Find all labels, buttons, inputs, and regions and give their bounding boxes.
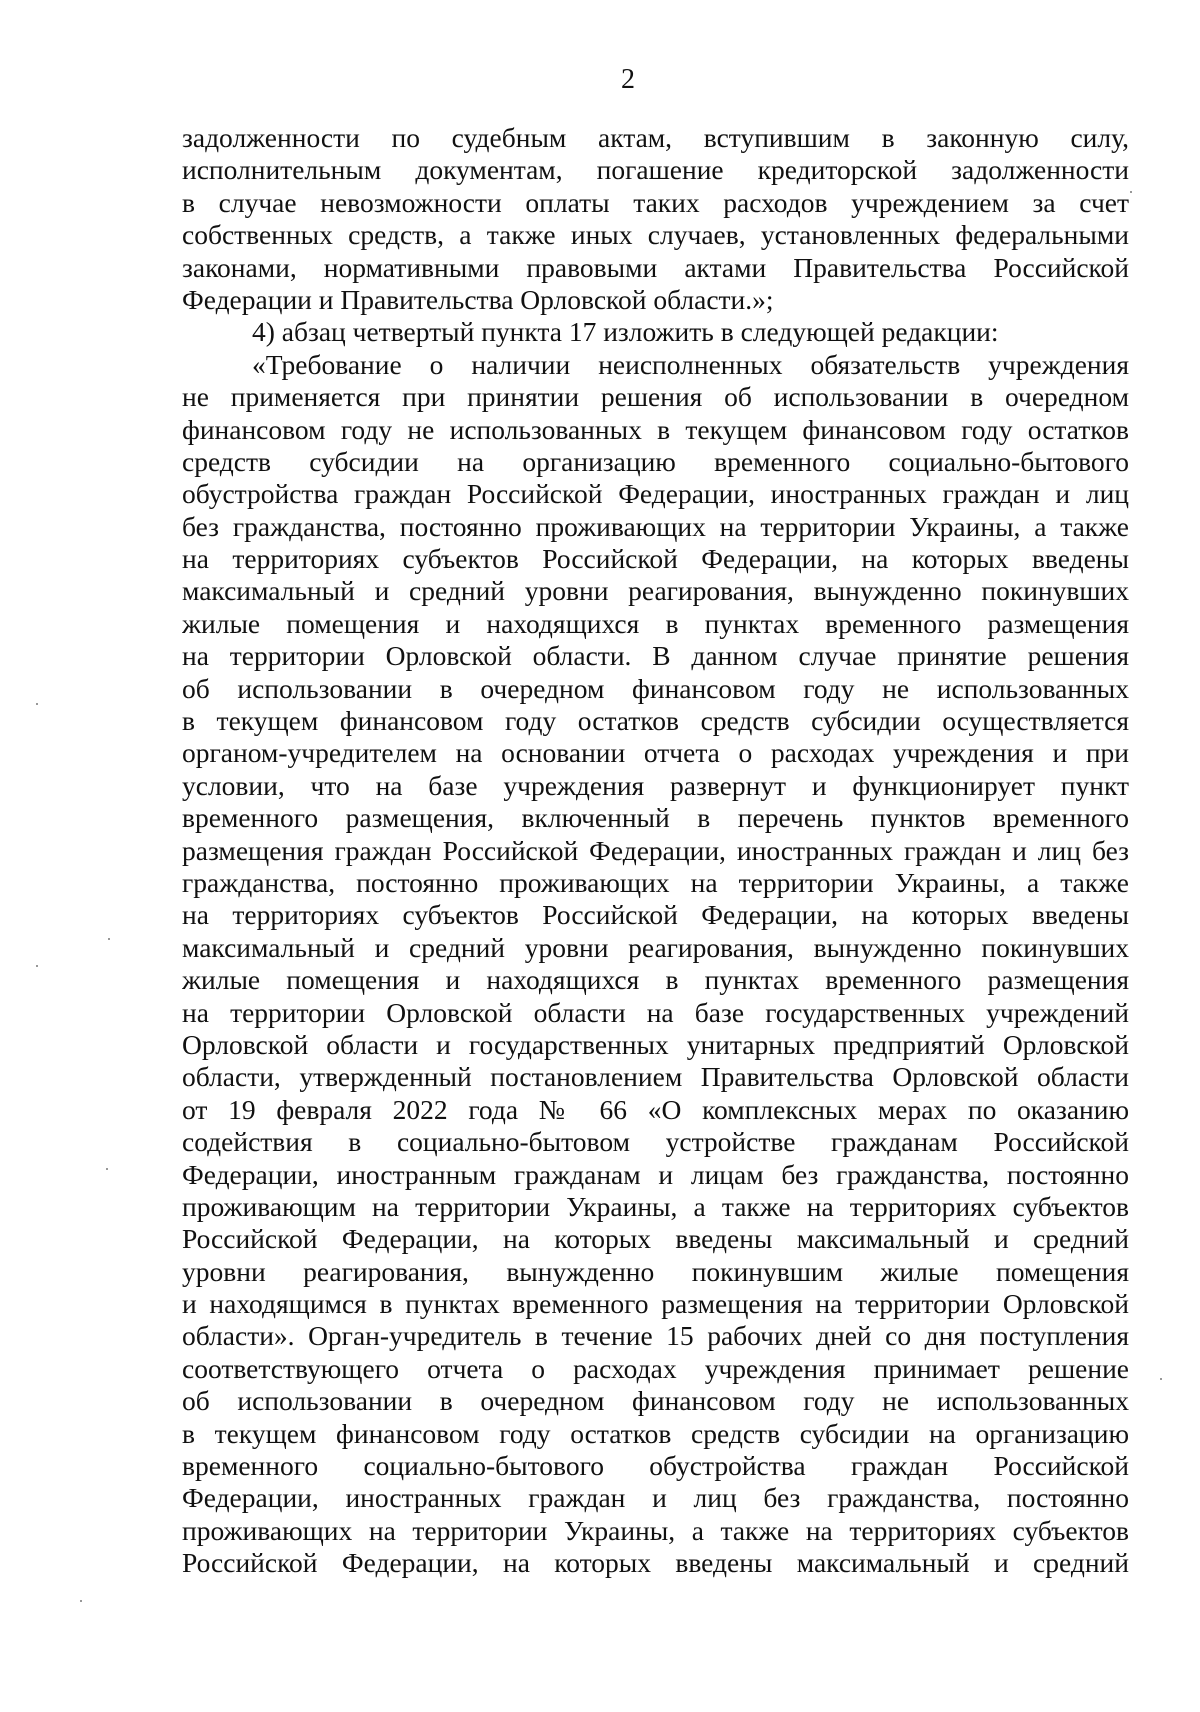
scan-speck	[36, 703, 38, 705]
text-line: на территории Орловской области. В данном случае принятие решения	[182, 640, 1129, 672]
text-line: Орловской области и государственных унитарных предприятий Орловской	[182, 1028, 1129, 1060]
text-line: в случае невозможности оплаты таких расходов учреждением за счет	[182, 186, 1129, 218]
text-line: условии, что на базе учреждения развернут и функционирует пункт	[182, 769, 1129, 801]
text-line: Федерации и Правительства Орловской области.»;	[182, 283, 774, 315]
text-line: от 19 февраля 2022 года № 66 «О комплексных мерах по оказанию	[182, 1093, 1129, 1125]
text-line: собственных средств, а также иных случаев, установленных федеральными	[182, 219, 1129, 251]
text-line: об использовании в очередном финансовом году не использованных	[182, 672, 1129, 704]
text-line: задолженности по судебным актам, вступившим в законную силу,	[182, 122, 1129, 153]
text-line: 4) абзац четвертый пункта 17 изложить в следующей редакции:	[252, 316, 999, 348]
text-line: и находящимся в пунктах временного размещения на территории Орловской	[182, 1288, 1129, 1320]
text-line: соответствующего отчета о расходах учреждения принимает решение	[182, 1352, 1129, 1384]
scan-speck	[106, 1168, 108, 1170]
text-line: исполнительным документам, погашение кредиторской задолженности	[182, 154, 1129, 186]
text-line: максимальный и средний уровни реагирования, вынужденно покинувших	[182, 575, 1129, 607]
scan-speck	[36, 965, 38, 967]
page-number: 2	[621, 64, 635, 95]
text-line: в текущем финансовом году остатков средств субсидии на организацию	[182, 1417, 1129, 1449]
text-line: проживающих на территории Украины, а также на территориях субъектов	[182, 1514, 1129, 1546]
text-line: средств субсидии на организацию временного социально-бытового	[182, 445, 1129, 477]
text-line: жилые помещения и находящихся в пунктах временного размещения	[182, 964, 1129, 996]
text-line: на территориях субъектов Российской Федерации, на которых введены	[182, 899, 1129, 931]
text-line: Российской Федерации, на которых введены максимальный и средний	[182, 1547, 1129, 1579]
text-line: обустройства граждан Российской Федерации, иностранных граждан и лиц	[182, 478, 1129, 510]
text-line: Федерации, иностранным гражданам и лицам без гражданства, постоянно	[182, 1158, 1129, 1190]
scan-speck	[1160, 1378, 1162, 1380]
text-line: об использовании в очередном финансовом году не использованных	[182, 1385, 1129, 1417]
text-line: размещения граждан Российской Федерации, иностранных граждан и лиц без	[182, 834, 1129, 866]
text-line: на территории Орловской области на базе государственных учреждений	[182, 996, 1129, 1028]
text-line: проживающим на территории Украины, а также на территориях субъектов	[182, 1190, 1129, 1222]
text-line: временного социально-бытового обустройства граждан Российской	[182, 1450, 1129, 1482]
text-line: финансовом году не использованных в текущем финансовом году остатков	[182, 413, 1129, 445]
text-line: области, утвержденный постановлением Правительства Орловской области	[182, 1061, 1129, 1093]
text-line: законами, нормативными правовыми актами Правительства Российской	[182, 251, 1129, 283]
document-body	[182, 122, 1129, 1580]
scan-speck	[1130, 191, 1132, 193]
text-line: содействия в социально-бытовом устройстве гражданам Российской	[182, 1126, 1129, 1158]
text-line: в текущем финансовом году остатков средств субсидии осуществляется	[182, 705, 1129, 737]
text-line: гражданства, постоянно проживающих на территории Украины, а также	[182, 866, 1129, 898]
scan-speck	[80, 1600, 82, 1602]
text-line: уровни реагирования, вынужденно покинувшим жилые помещения	[182, 1255, 1129, 1287]
text-line: Российской Федерации, на которых введены максимальный и средний	[182, 1223, 1129, 1255]
text-line: Федерации, иностранных граждан и лиц без гражданства, постоянно	[182, 1482, 1129, 1514]
text-line: временного размещения, включенный в перечень пунктов временного	[182, 802, 1129, 834]
text-line: на территориях субъектов Российской Федерации, на которых введены	[182, 543, 1129, 575]
text-line: органом-учредителем на основании отчета о расходах учреждения и при	[182, 737, 1129, 769]
text-line: максимальный и средний уровни реагирования, вынужденно покинувших	[182, 931, 1129, 963]
scan-speck	[108, 938, 110, 940]
text-line: без гражданства, постоянно проживающих на территории Украины, а также	[182, 510, 1129, 542]
text-line: жилые помещения и находящихся в пунктах временного размещения	[182, 607, 1129, 639]
text-line: области». Орган-учредитель в течение 15 рабочих дней со дня поступления	[182, 1320, 1129, 1352]
text-line: не применяется при принятии решения об использовании в очередном	[182, 381, 1129, 413]
text-line: «Требование о наличии неисполненных обязательств учреждения	[252, 348, 1129, 380]
